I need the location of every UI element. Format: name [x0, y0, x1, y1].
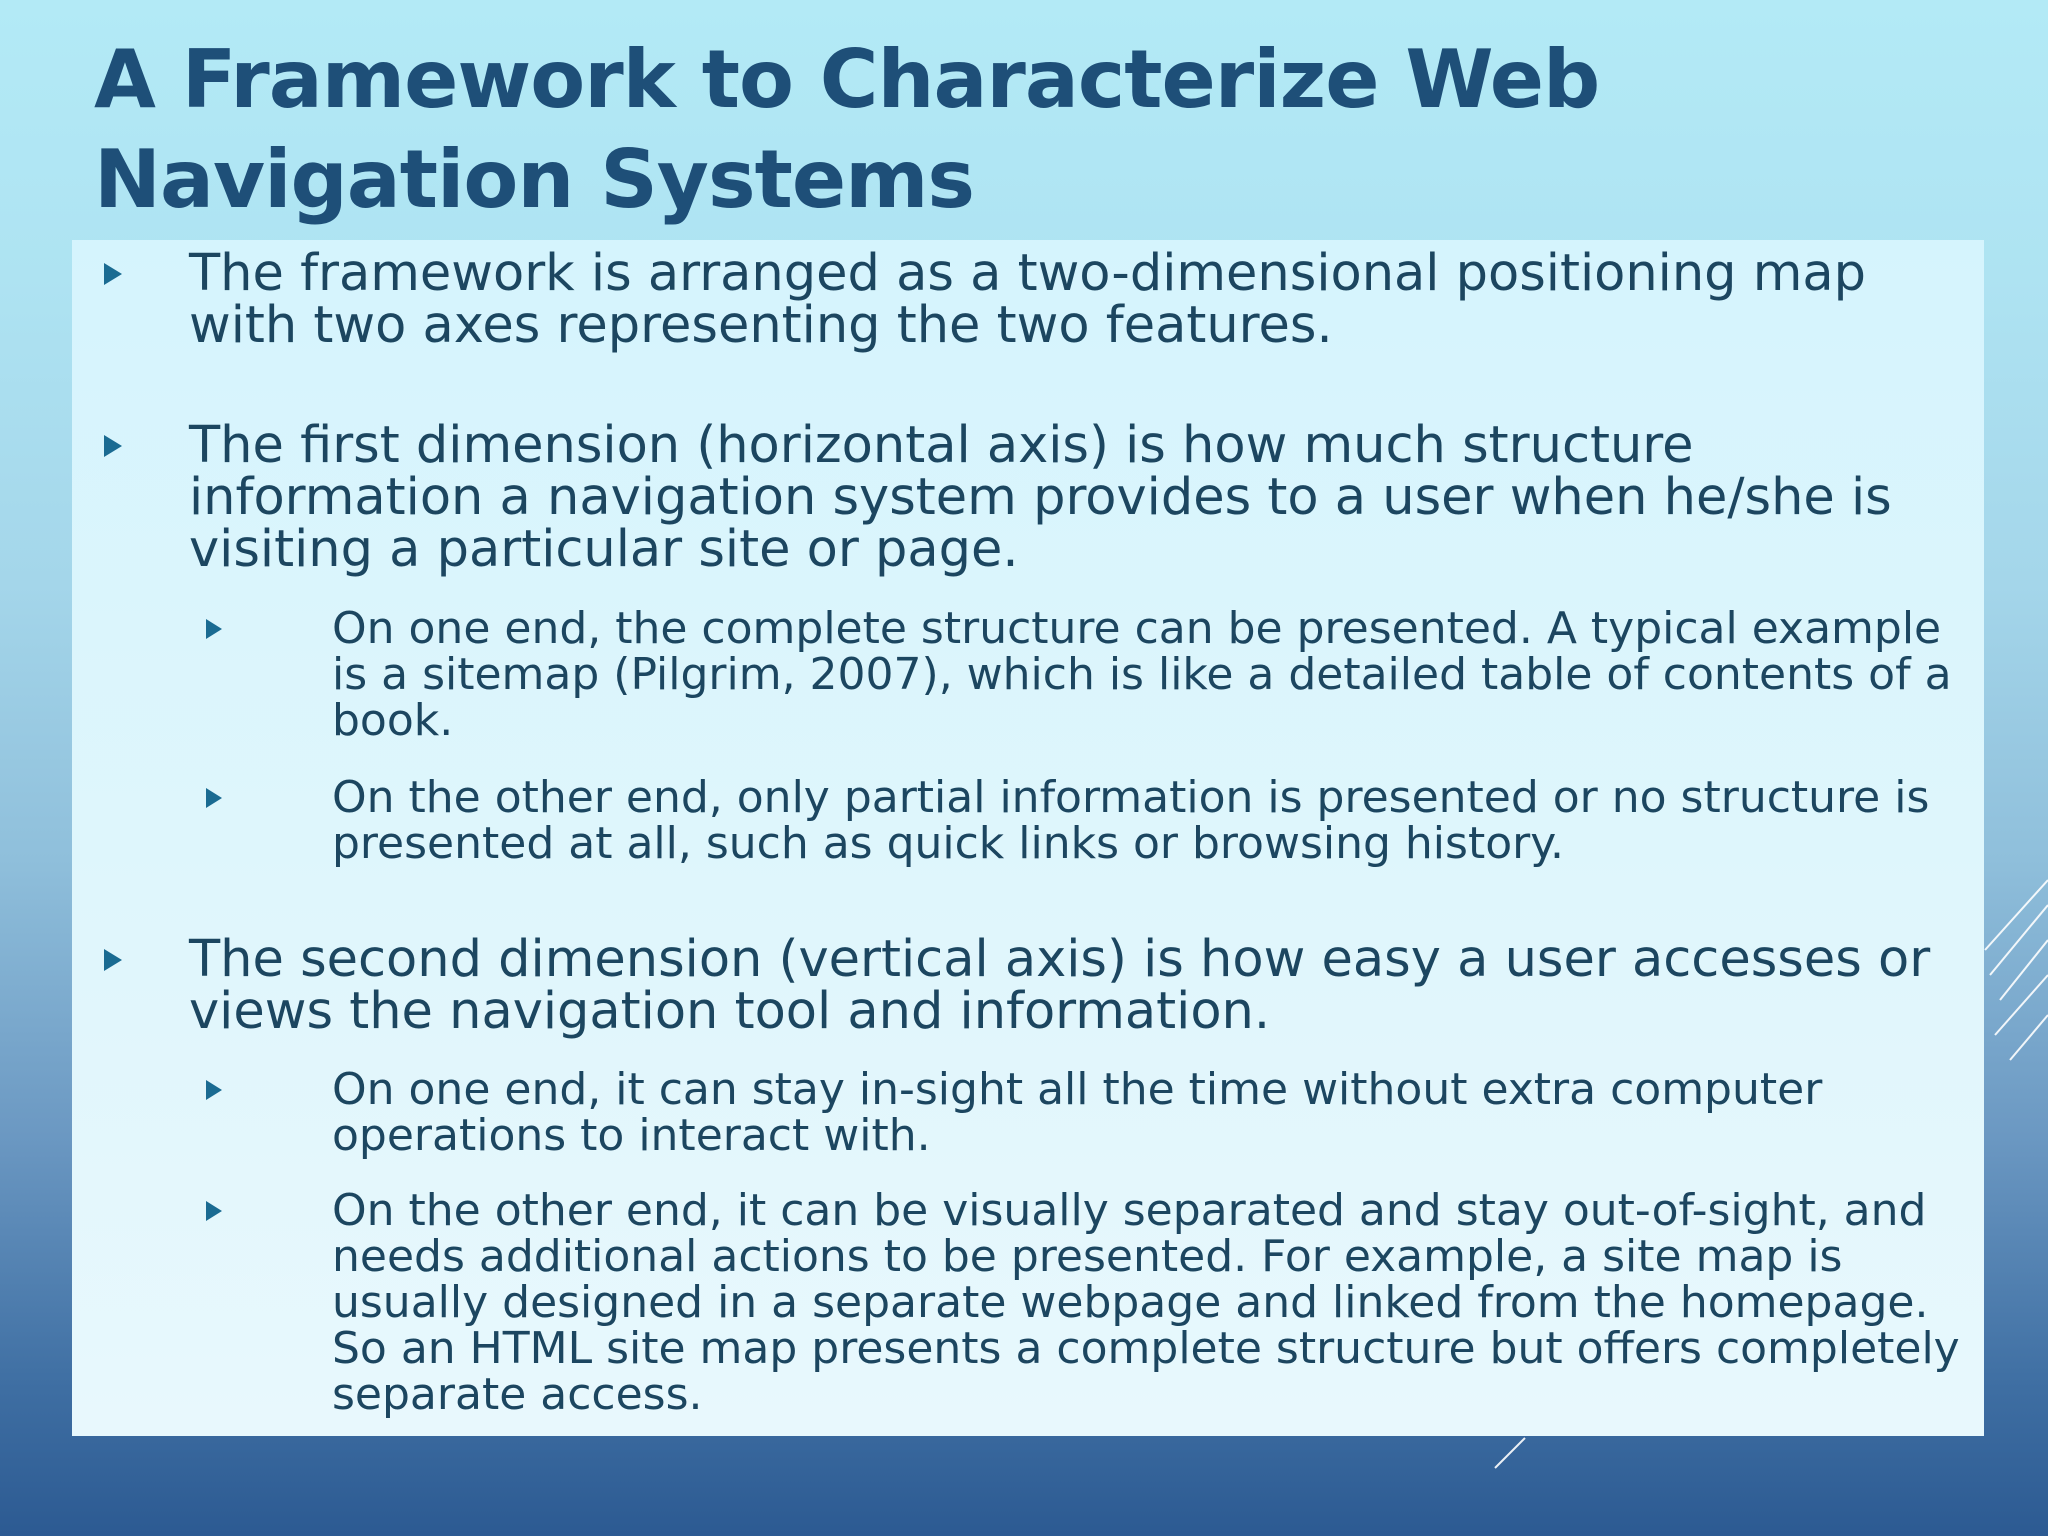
bullet-item — [104, 930, 1974, 1041]
triangle-right-icon — [206, 619, 222, 639]
triangle-right-icon — [206, 1080, 222, 1100]
sub-bullet-text: On the other end, only partial information is presented or no structure is presented at all, such as quick links or browsing history. — [332, 772, 1930, 869]
sub-bullet-text: On one end, the complete structure can be presented. A typical example is a sitemap (Pilgrim, 2007), which is like a detailed table of contents of a book. — [332, 603, 1952, 746]
sub-bullet-item — [206, 1064, 1986, 1161]
bullet-text: The first dimension (horizontal axis) is how much structure information a navigation system provides to a user when he/she is visiting a particular site or page. — [189, 416, 1892, 579]
sub-bullet-item — [206, 603, 1986, 746]
sub-bullet-text: On one end, it can stay in-sight all the time without extra computer operations to interact with. — [332, 1064, 1823, 1161]
sub-bullet-item — [206, 772, 1986, 869]
triangle-right-icon — [104, 435, 122, 457]
sub-bullet-item — [206, 1185, 1986, 1420]
bullet-text: The framework is arranged as a two-dimensional positioning map with two axes representing the two features. — [189, 244, 1867, 355]
bullet-item — [104, 416, 1974, 579]
sub-bullet-text: On the other end, it can be visually separated and stay out-of-sight, and needs additional actions to be presented. For example, a site map is usually designed in a separate webpage and linked from the homepage. So an HTML site map presents a complete structure but offers completely separate access. — [332, 1185, 1960, 1420]
triangle-right-icon — [104, 263, 122, 285]
slide-title: A Framework to Characterize Web Navigation Systems — [94, 33, 1600, 226]
bullet-text: The second dimension (vertical axis) is how easy a user accesses or views the navigation tool and information. — [189, 930, 1931, 1041]
triangle-right-icon — [104, 949, 122, 971]
triangle-right-icon — [206, 788, 222, 808]
content-box — [72, 240, 1984, 1436]
bullet-item — [104, 244, 1974, 355]
triangle-right-icon — [206, 1201, 222, 1221]
